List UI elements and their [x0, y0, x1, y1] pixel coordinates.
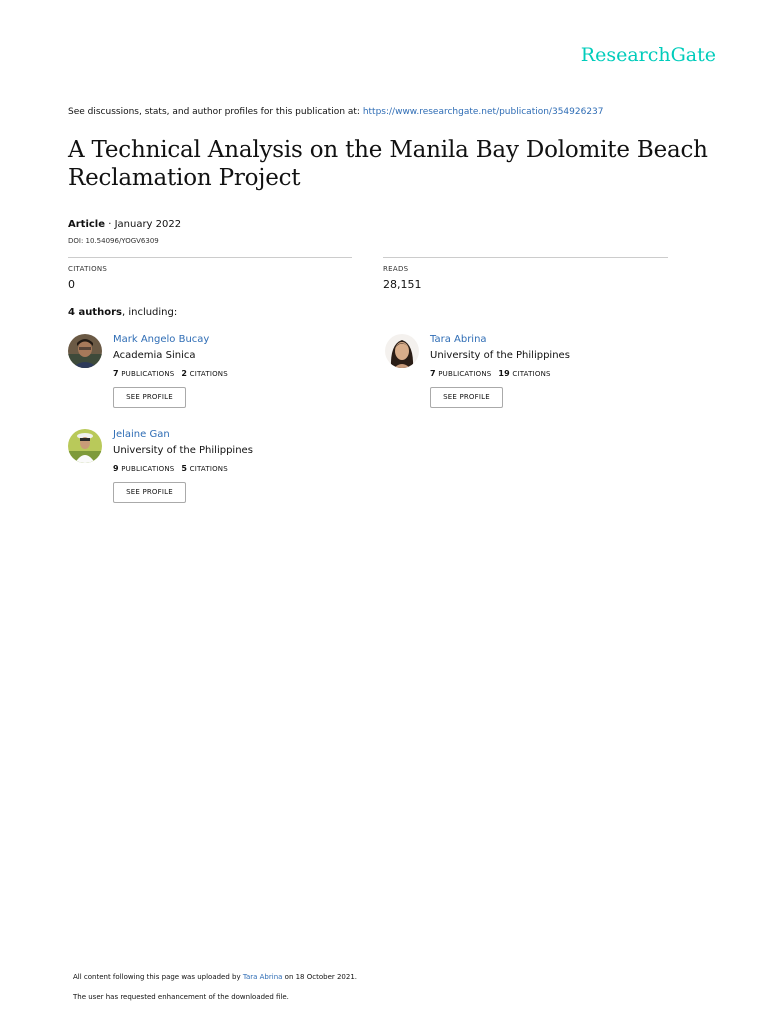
author-photo-icon: [68, 334, 102, 368]
author-publications-count: 7: [113, 369, 119, 378]
authors-summary: [68, 307, 177, 318]
author-citations-count: 19: [498, 369, 510, 378]
authors-including: , including:: [121, 307, 178, 318]
publication-date: · January 2022: [105, 219, 182, 230]
reads-value: 28,151: [383, 278, 422, 291]
avatar[interactable]: [385, 334, 419, 368]
citations-value: 0: [68, 278, 75, 291]
author-citations-count: 2: [181, 369, 188, 378]
discussion-notice-text: See discussions, stats, and author profiles for this publication at:: [68, 107, 363, 117]
citations-label: CITATIONS: [68, 265, 108, 273]
author-citations-label: CITATIONS: [189, 370, 228, 378]
authors-count: 4 authors: [68, 307, 122, 318]
author-card-1: [68, 334, 328, 414]
author-institution: University of the Philippines: [113, 445, 253, 456]
author-citations-count: 5: [181, 464, 188, 473]
enhancement-notice: The user has requested enhancement of the downloaded file.: [73, 993, 289, 1001]
author-name-link[interactable]: Tara Abrina: [430, 334, 487, 345]
publication-meta: [68, 219, 181, 230]
publication-doi: DOI: 10.54096/YOGV6309: [68, 237, 159, 245]
discussion-notice: [68, 107, 604, 117]
author-card-3: [68, 429, 328, 509]
divider-citations: [68, 257, 352, 258]
upload-notice-prefix: All content following this page was uploaded by: [73, 973, 243, 981]
reads-label: READS: [383, 265, 409, 273]
publication-type: Article: [68, 219, 106, 230]
author-publications-count: 7: [430, 369, 436, 378]
avatar[interactable]: [68, 334, 102, 368]
researchgate-logo[interactable]: ResearchGate: [580, 44, 716, 66]
author-citations-label: CITATIONS: [189, 465, 228, 473]
author-stats: [113, 369, 228, 378]
publication-title: A Technical Analysis on the Manila Bay Dolomite Beach Reclamation Project: [68, 137, 708, 191]
divider-reads: [383, 257, 668, 258]
author-card-2: [385, 334, 645, 414]
author-publications-label: PUBLICATIONS: [438, 370, 492, 378]
author-publications-label: PUBLICATIONS: [121, 370, 175, 378]
see-profile-button[interactable]: SEE PROFILE: [113, 482, 186, 503]
author-publications-count: 9: [113, 464, 119, 473]
author-photo-icon: [68, 429, 102, 463]
upload-notice: [73, 973, 357, 981]
publication-url-link[interactable]: https://www.researchgate.net/publication/354926237: [362, 107, 604, 117]
see-profile-button[interactable]: SEE PROFILE: [430, 387, 503, 408]
uploader-link[interactable]: Tara Abrina: [242, 973, 283, 981]
author-photo-icon: [385, 334, 419, 368]
author-institution: Academia Sinica: [113, 350, 196, 361]
author-name-link[interactable]: Jelaine Gan: [113, 429, 170, 440]
upload-notice-suffix: on 18 October 2021.: [282, 973, 358, 981]
author-institution: University of the Philippines: [430, 350, 570, 361]
avatar[interactable]: [68, 429, 102, 463]
author-stats: [430, 369, 551, 378]
author-name-link[interactable]: Mark Angelo Bucay: [113, 334, 210, 345]
see-profile-button[interactable]: SEE PROFILE: [113, 387, 186, 408]
author-publications-label: PUBLICATIONS: [121, 465, 175, 473]
author-citations-label: CITATIONS: [512, 370, 551, 378]
author-stats: [113, 464, 228, 473]
